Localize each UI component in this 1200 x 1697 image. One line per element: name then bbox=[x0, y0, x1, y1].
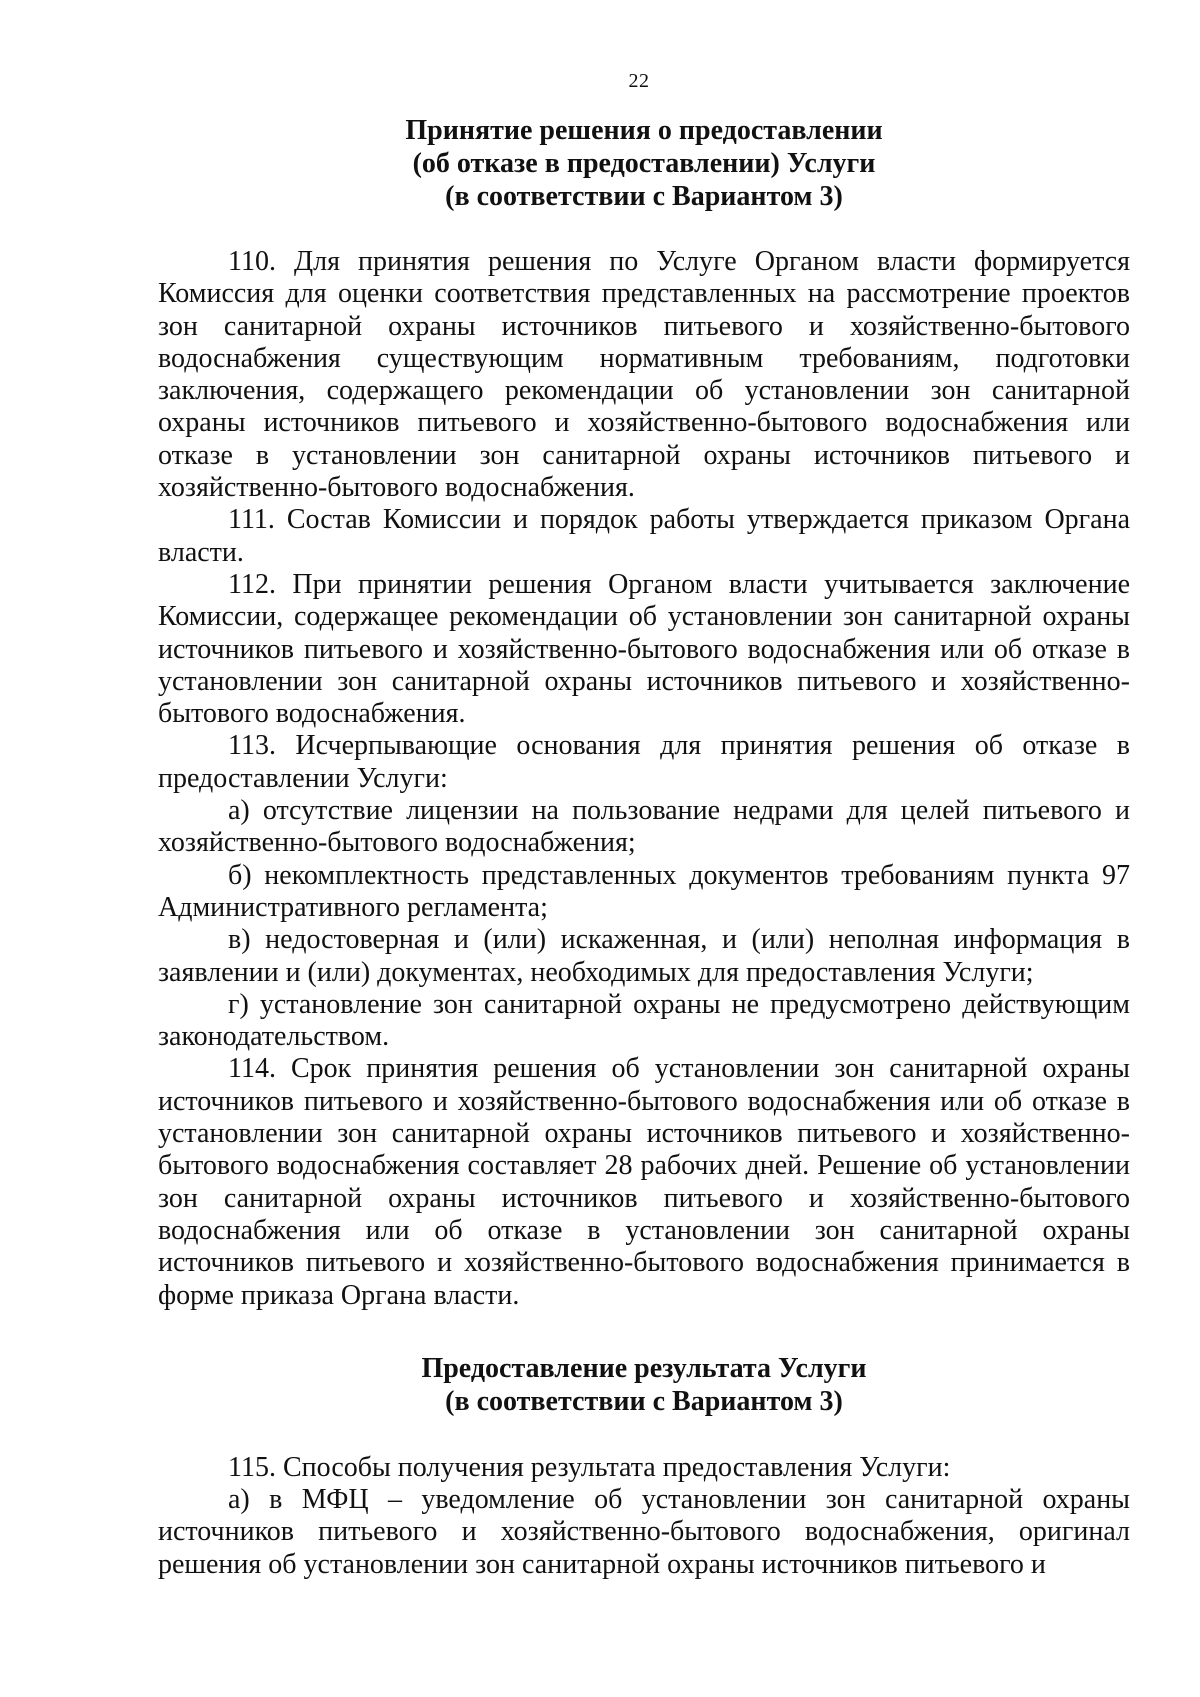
page-content bbox=[158, 114, 1130, 1581]
section-heading-decision bbox=[158, 114, 1130, 213]
paragraph-113: 113. Исчерпывающие основания для принятия решения об отказе в предоставлении Услуги: bbox=[158, 730, 1130, 794]
paragraph-114: 114. Срок принятия решения об установлении зон санитарной охраны источников питьевого и хозяйственно-бытового водоснабжения или об отказе в установлении зон санитарной охраны источников питьевого и хозяйственно-бытового водоснабжения составляет 28 рабочих дней. Решение об установлении зон санитарной охраны источников питьевого и хозяйственно-бытового водоснабжения или об отказе в установлении зон санитарной охраны источников питьевого и хозяйственно-бытового водоснабжения принимается в форме приказа Органа власти. bbox=[158, 1053, 1130, 1311]
page-number: 22 bbox=[628, 70, 650, 92]
list-item-a: а) отсутствие лицензии на пользование недрами для целей питьевого и хозяйственно-бытового водоснабжения; bbox=[158, 795, 1130, 859]
heading-line: Принятие решения о предоставлении bbox=[405, 115, 883, 146]
heading-line: Предоставление результата Услуги bbox=[421, 1352, 867, 1384]
heading-line: (об отказе в предоставлении) Услуги bbox=[412, 148, 876, 179]
paragraph-111: 111. Состав Комиссии и порядок работы утверждается приказом Органа власти. bbox=[158, 504, 1130, 568]
heading-line: (в соответствии с Вариантом 3) bbox=[445, 181, 843, 212]
list-item-v: в) недостоверная и (или) искаженная, и (или) неполная информация в заявлении и (или) документах, необходимых для предоставления Услуги; bbox=[158, 924, 1130, 988]
list-item-b: б) некомплектность представленных документов требованиям пункта 97 Административного регламента; bbox=[158, 859, 1130, 923]
heading-line: (в соответствии с Вариантом 3) bbox=[445, 1385, 843, 1417]
paragraph-110: 110. Для принятия решения по Услуге Органом власти формируется Комиссия для оценки соответствия представленных на рассмотрение проектов зон санитарной охраны источников питьевого и хозяйственно-бытового водоснабжения существующим нормативным требованиям, подготовки заключения, содержащего рекомендации об установлении зон санитарной охраны источников питьевого и хозяйственно-бытового водоснабжения или отказе в установлении зон санитарной охраны источников питьевого и хозяйственно-бытового водоснабжения. bbox=[158, 246, 1130, 504]
list-item-g: г) установление зон санитарной охраны не предусмотрено действующим законодательством. bbox=[158, 988, 1130, 1053]
paragraph-115: 115. Способы получения результата предоставления Услуги: bbox=[228, 1451, 951, 1483]
paragraph-112: 112. При принятии решения Органом власти учитывается заключение Комиссии, содержащее рекомендации об установлении зон санитарной охраны источников питьевого и хозяйственно-бытового водоснабжения или об отказе в установлении зон санитарной охраны источников питьевого и хозяйственно-бытового водоснабжения. bbox=[158, 568, 1130, 730]
section-heading-result bbox=[158, 1352, 1130, 1418]
list-item-a-mfc: а) в МФЦ – уведомление об установлении зон санитарной охраны источников питьевого и хозяйственно-бытового водоснабжения, оригинал решения об установлении зон санитарной охраны источников питьевого и bbox=[158, 1484, 1130, 1580]
